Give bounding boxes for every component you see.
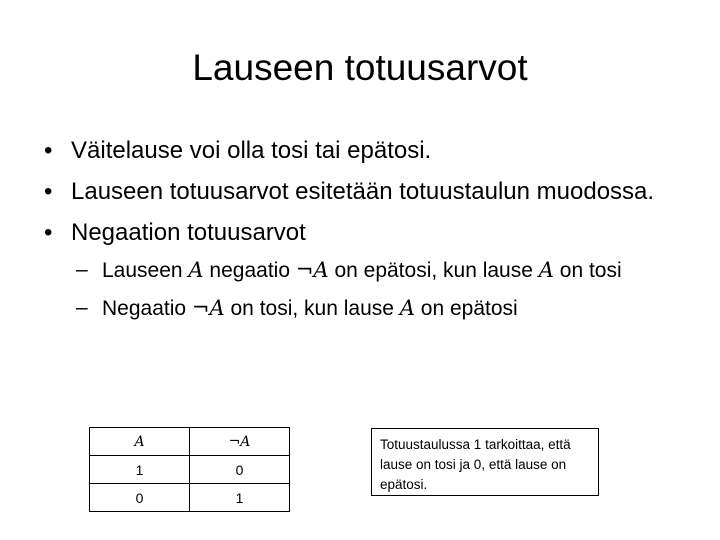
truth-table <box>89 427 290 512</box>
bullet-text: Lauseen totuusarvot esitetään totuustaulun muodossa. <box>71 178 655 205</box>
slide-title: Lauseen totuusarvot <box>192 47 528 88</box>
table-cell: 0 <box>190 456 290 484</box>
table-cell: 1 <box>90 456 190 484</box>
math-symbol: ¬A <box>191 296 225 320</box>
math-symbol: A <box>538 258 554 282</box>
sub-bullet-marker: – <box>76 296 88 319</box>
sub-bullet-marker: – <box>76 258 88 281</box>
bullet-text: Negaation totuusarvot <box>71 219 306 246</box>
math-symbol: ¬A <box>295 258 329 282</box>
table-cell: 0 <box>90 484 190 512</box>
math-symbol: A <box>399 296 415 320</box>
bullet-marker: • <box>44 137 53 164</box>
sub-bullet-text: Negaatio ¬A on tosi, kun lause A on epätosi <box>102 296 518 320</box>
bullet-item <box>44 218 684 248</box>
bullet-marker: • <box>44 219 53 246</box>
sub-bullet-item <box>44 256 684 285</box>
math-symbol: A <box>188 258 204 282</box>
bullet-marker: • <box>44 178 53 205</box>
bullet-item <box>44 136 684 166</box>
table-row <box>90 456 290 484</box>
table-header-row <box>90 428 290 456</box>
table-header-cell: ¬A <box>190 428 290 456</box>
bullet-text: Väitelause voi olla tosi tai epätosi. <box>71 137 432 164</box>
note-box: Totuustaulussa 1 tarkoittaa, että lause on tosi ja 0, että lause on epätosi. <box>371 428 599 496</box>
sub-bullet-text: Lauseen A negaatio ¬A on epätosi, kun lause A on tosi <box>102 258 622 282</box>
bullet-item <box>44 177 684 207</box>
table-header-cell: A <box>90 428 190 456</box>
table-row <box>90 484 290 512</box>
bullet-list <box>44 136 684 332</box>
sub-bullet-item <box>44 294 684 323</box>
table-cell: 1 <box>190 484 290 512</box>
